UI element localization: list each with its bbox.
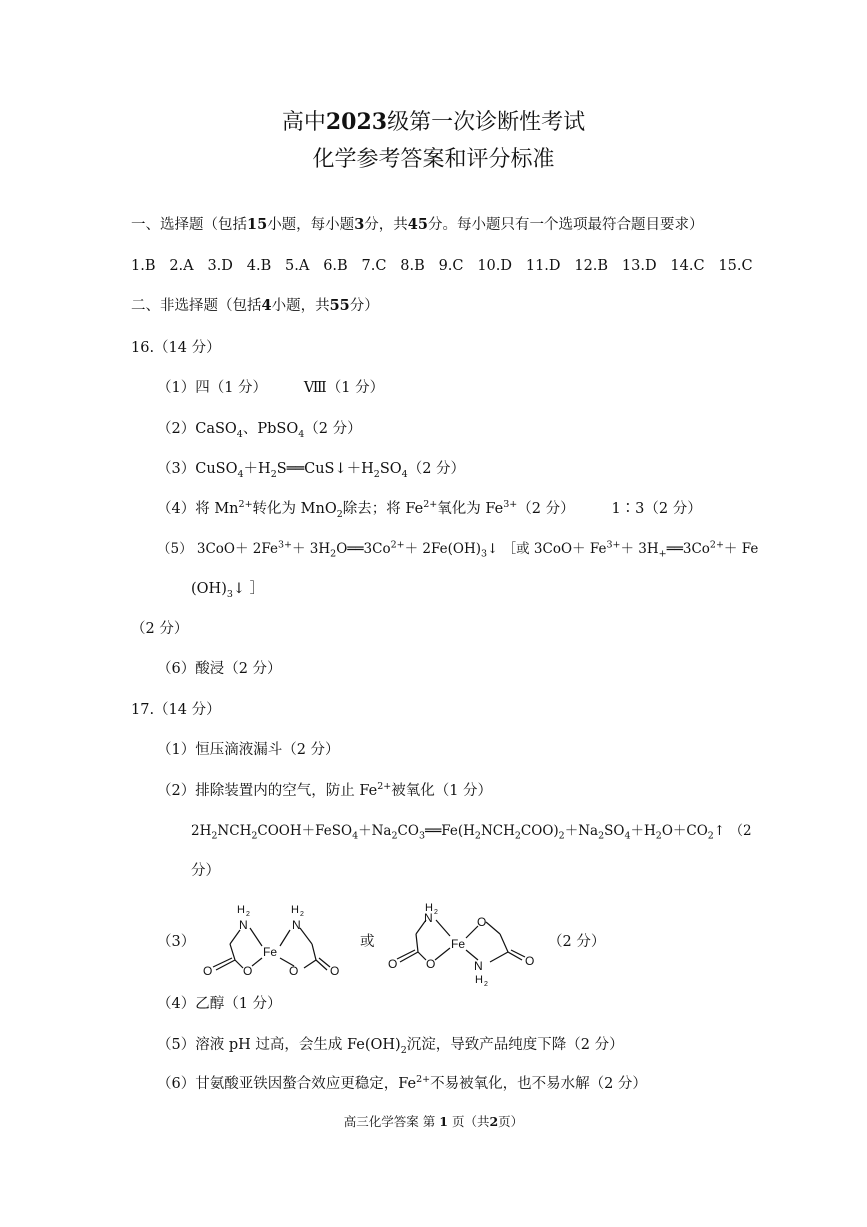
q16-part6: （6）酸浸（2 分） xyxy=(157,661,282,677)
h2-label: H xyxy=(425,902,433,914)
glycine-iron-chelate-structure-2 xyxy=(388,898,538,990)
q16-part5: （5） $3CoO+ 2Fe^{3+}+$ $3H_2O══3Co^{2+}+$ $2Fe(OH)_3↓$ ［或 $3CoO+ Fe^{3+}+$ $3H_+══3Co^{2+}+ Fe$ xyxy=(157,539,759,560)
q17-part1: （1）恒压滴液漏斗（2 分） xyxy=(157,742,340,758)
oxygen-atom: O xyxy=(243,964,253,978)
h2-subscript: 2 xyxy=(484,981,488,988)
q16-part5-score: （2 分） xyxy=(131,621,189,637)
nitrogen-atom: N xyxy=(474,959,483,973)
q17-part6: （6）甘氨酸亚铁因螯合效应更稳定，$Fe^{2+}$不易被氧化，也不易水解（2 分） xyxy=(157,1074,647,1092)
h2-label: H xyxy=(237,904,245,916)
q16-part5-cont: $(OH)_3↓$ ］ xyxy=(191,581,265,600)
nitrogen-atom: N xyxy=(424,911,433,925)
oxygen-atom: O xyxy=(289,964,299,978)
nitrogen-atom: N xyxy=(239,918,248,932)
h2-label: H xyxy=(475,974,483,986)
oxygen-atom: O xyxy=(330,964,340,978)
nitrogen-atom: N xyxy=(292,918,301,932)
q17-part2: （2）排除装置内的空气，防止 $Fe^{2+}$被氧化（1 分） xyxy=(157,781,493,799)
glycine-iron-chelate-structure-1 xyxy=(196,900,356,990)
section2-heading: 二、非选择题（包括4小题，共55分） xyxy=(131,297,379,314)
q16-part1: （1）四（1 分） Ⅷ（1 分） xyxy=(157,380,385,396)
q17-equation-cont: 分） xyxy=(191,863,220,879)
iron-atom: Fe xyxy=(263,945,278,959)
doc-title: 高中2023级第一次诊断性考试 xyxy=(281,109,586,135)
q17-part3-label: （3） xyxy=(157,934,196,950)
q17-part3-score: （2 分） xyxy=(548,934,606,950)
oxygen-atom: O xyxy=(525,954,535,968)
oxygen-atom: O xyxy=(477,915,487,929)
page-footer: 高三化学答案 第 1 页（共2页） xyxy=(343,1114,524,1129)
choice-answers: 1.B 2.A 3.D 4.B 5.A 6.B 7.C 8.B 9.C 10.D 11.D 12.B 13.D 14.C 15.C xyxy=(131,258,753,274)
oxygen-atom: O xyxy=(388,957,398,971)
q17-header: 17.（14 分） xyxy=(131,702,221,718)
h2-subscript: 2 xyxy=(434,909,438,916)
q16-part2: （2）CaSO$_4$、PbSO$_4$（2 分） xyxy=(157,421,362,440)
oxygen-atom: O xyxy=(426,957,436,971)
oxygen-atom: O xyxy=(203,964,213,978)
h2-label: H xyxy=(291,904,299,916)
h2-subscript: 2 xyxy=(246,911,250,918)
iron-atom: Fe xyxy=(451,937,466,951)
q16-part4: （4）将 $Mn^{2+}$转化为 MnO$_2$除去；将 $Fe^{2+}$氧化为 $Fe^{3+}(2$ 分） 1∶3（2 分） xyxy=(157,499,702,520)
section1-heading: 一、选择题（包括15小题，每小题3分，共45分。每小题只有一个选项最符合题目要求） xyxy=(131,216,704,233)
q16-header: 16.（14 分） xyxy=(131,340,221,356)
q17-part3-or: 或 xyxy=(360,934,375,950)
q16-part3: $(3)CuSO_4+H_2S══CuS↓+H_2SO_4(2$ 分） xyxy=(157,461,466,480)
doc-subtitle: 化学参考答案和评分标准 xyxy=(312,147,555,172)
h2-subscript: 2 xyxy=(300,911,304,918)
q17-part5: （5）溶液 pH 过高，会生成 $Fe(OH)_2$沉淀，导致产品纯度下降（2 分） xyxy=(157,1037,624,1056)
q17-part4: （4）乙醇（1 分） xyxy=(157,996,282,1012)
q17-equation: $2H_2NCH_2COOH+FeSO_4+Na_2CO_3══Fe(H_2NCH_2COO)_2+Na_2SO_4+H_2O+CO_2↑$ （2 xyxy=(191,823,752,842)
